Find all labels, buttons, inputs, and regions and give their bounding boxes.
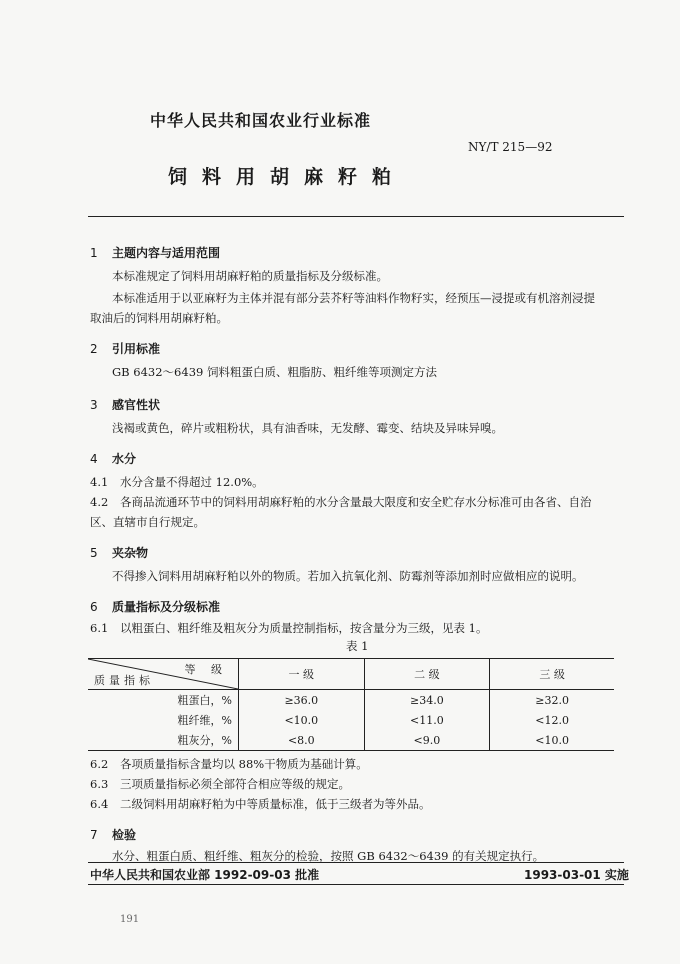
reference-standard: GB 6432～6439 饲料粗蛋白质、粗脂肪、粗纤维等项测定方法 bbox=[112, 365, 437, 379]
section-1-heading bbox=[90, 244, 220, 261]
clause-6-4 bbox=[90, 796, 431, 812]
section-1-para-2-line-1: 本标准适用于以亚麻籽为主体并混有部分芸芥籽等油料作物籽实，经预压—浸提或有机溶剂浸提 bbox=[112, 291, 595, 305]
clause-6-2 bbox=[90, 756, 368, 772]
page-number: 191 bbox=[120, 914, 140, 925]
table-cell: <11.0 bbox=[364, 710, 490, 730]
table-row bbox=[88, 710, 614, 730]
row-label: 粗灰分，% bbox=[88, 730, 239, 751]
section-7-para: 水分、粗蛋白质、粗纤维、粗灰分的检验，按照 GB 6432～6439 的有关规定执行。 bbox=[112, 849, 545, 863]
section-3-heading bbox=[90, 396, 160, 413]
corner-indicator-label: 质量指标 bbox=[94, 674, 154, 687]
clause-6-1 bbox=[90, 620, 487, 636]
table-corner-cell bbox=[88, 659, 239, 690]
clause-number: 4.1 bbox=[90, 475, 109, 489]
section-number: 2 bbox=[90, 342, 98, 356]
section-5-heading bbox=[90, 544, 148, 561]
clause-4-2 bbox=[90, 494, 592, 510]
clause-text: 三项质量指标必须全部符合相应等级的规定。 bbox=[120, 777, 350, 791]
clause-text: 水分含量不得超过 12.0%。 bbox=[120, 475, 264, 489]
grade-header-1: 一 级 bbox=[239, 659, 365, 690]
table-caption: 表 1 bbox=[346, 639, 369, 653]
footer-divider bbox=[88, 862, 624, 863]
table-cell: <8.0 bbox=[239, 730, 365, 751]
section-title: 主题内容与适用范围 bbox=[112, 246, 221, 260]
corner-grade-label: 等 级 bbox=[184, 663, 228, 676]
section-title: 引用标准 bbox=[112, 342, 161, 356]
section-4-heading bbox=[90, 450, 136, 467]
section-6-heading bbox=[90, 598, 220, 615]
grade-header-2: 二 级 bbox=[364, 659, 490, 690]
table-row bbox=[88, 730, 614, 751]
document-title: 饲料用胡麻籽粕 bbox=[168, 166, 407, 188]
clause-4-2-continued: 区、直辖市自行规定。 bbox=[90, 515, 205, 529]
table-cell: ≥34.0 bbox=[364, 690, 490, 711]
section-2-heading bbox=[90, 340, 160, 357]
row-label: 粗纤维，% bbox=[88, 710, 239, 730]
issuer-title: 中华人民共和国农业行业标准 bbox=[150, 111, 372, 130]
table-cell: ≥36.0 bbox=[239, 690, 365, 711]
section-7-heading bbox=[90, 826, 136, 843]
clause-6-3 bbox=[90, 776, 350, 792]
clause-text: 各项质量指标含量均以 88%干物质为基础计算。 bbox=[120, 757, 368, 771]
clause-text: 各商品流通环节中的饲料用胡麻籽粕的水分含量最大限度和安全贮存水分标准可由各省、自治 bbox=[120, 495, 592, 509]
table-row bbox=[88, 690, 614, 711]
section-3-para: 浅褐或黄色，碎片或粗粉状，具有油香味，无发酵、霉变、结块及异味异嗅。 bbox=[112, 421, 503, 435]
section-5-para: 不得掺入饲料用胡麻籽粕以外的物质。若加入抗氧化剂、防霉剂等添加剂时应做相应的说明。 bbox=[112, 569, 584, 583]
grade-header-3: 三 级 bbox=[490, 659, 614, 690]
table-cell: <12.0 bbox=[535, 713, 569, 727]
section-number: 7 bbox=[90, 828, 98, 842]
section-number: 3 bbox=[90, 398, 98, 412]
clause-number: 4.2 bbox=[90, 495, 109, 509]
clause-number: 6.4 bbox=[90, 797, 109, 811]
section-number: 1 bbox=[90, 246, 98, 260]
table-header-row bbox=[88, 659, 614, 690]
approval-line: 中华人民共和国农业部 1992-09-03 批准 bbox=[90, 868, 320, 882]
clause-text: 以粗蛋白、粗纤维及粗灰分为质量控制指标，按含量分为三级，见表 1。 bbox=[120, 621, 488, 635]
clause-number: 6.3 bbox=[90, 777, 109, 791]
standard-code: NY/T 215—92 bbox=[468, 140, 553, 154]
clause-number: 6.2 bbox=[90, 757, 109, 771]
section-title: 检验 bbox=[112, 828, 137, 842]
table-cell: ≥32.0 bbox=[535, 693, 569, 707]
section-number: 6 bbox=[90, 600, 98, 614]
effective-date: 1993-03-01 实施 bbox=[524, 868, 629, 882]
section-title: 感官性状 bbox=[112, 398, 161, 412]
table-cell: <10.0 bbox=[239, 710, 365, 730]
footer-bottom-divider bbox=[88, 884, 624, 885]
header-divider bbox=[88, 216, 624, 217]
clause-number: 6.1 bbox=[90, 621, 109, 635]
section-1-para-1: 本标准规定了饲料用胡麻籽粕的质量指标及分级标准。 bbox=[112, 269, 388, 283]
quality-grade-table bbox=[88, 658, 614, 751]
table-cell: <10.0 bbox=[490, 730, 614, 751]
clause-text: 二级饲料用胡麻籽粕为中等质量标准，低于三级者为等外品。 bbox=[120, 797, 431, 811]
section-number: 4 bbox=[90, 452, 98, 466]
section-1-para-2-line-2: 取油后的饲料用胡麻籽粕。 bbox=[90, 311, 228, 325]
section-title: 夹杂物 bbox=[112, 546, 149, 560]
section-number: 5 bbox=[90, 546, 98, 560]
section-title: 水分 bbox=[112, 452, 137, 466]
section-title: 质量指标及分级标准 bbox=[112, 600, 221, 614]
table-cell: <9.0 bbox=[364, 730, 490, 751]
row-label: 粗蛋白，% bbox=[88, 690, 239, 711]
clause-4-1 bbox=[90, 474, 264, 490]
